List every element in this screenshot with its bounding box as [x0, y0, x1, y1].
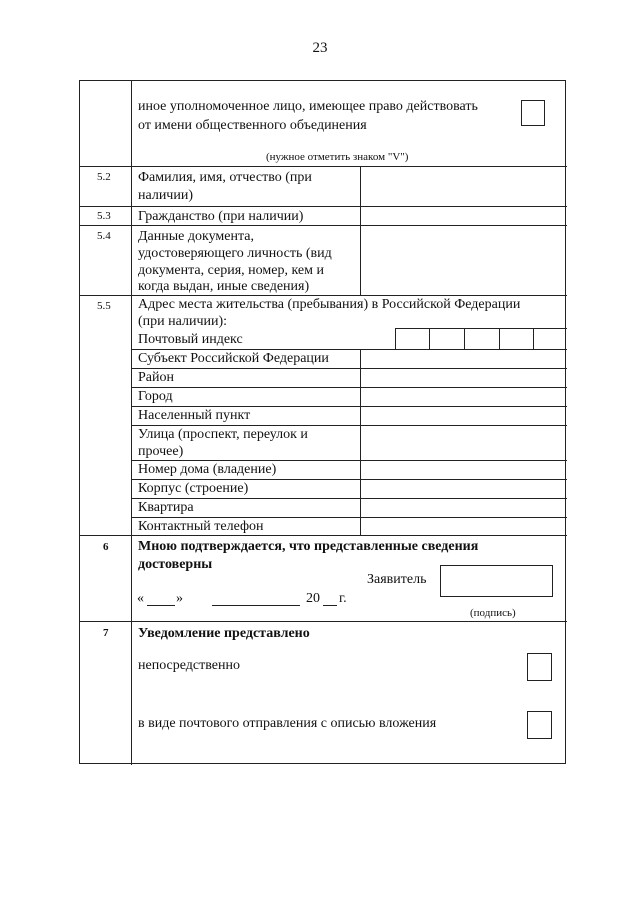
apartment-label: Квартира	[138, 500, 194, 515]
building-field[interactable]	[361, 480, 566, 497]
id-document-field[interactable]	[361, 226, 566, 294]
id-document-label-line3: документа, серия, номер, кем и	[138, 263, 324, 278]
row-number-7: 7	[103, 627, 109, 639]
settlement-label: Населенный пункт	[138, 408, 251, 423]
full-name-label-line1: Фамилия, имя, отчество (при	[138, 170, 312, 185]
applicant-label: Заявитель	[367, 572, 427, 587]
contact-phone-field[interactable]	[361, 518, 566, 534]
row-separator	[80, 535, 567, 536]
street-field[interactable]	[361, 426, 566, 459]
citizenship-field[interactable]	[361, 207, 566, 224]
city-label: Город	[138, 389, 173, 404]
postal-index-field[interactable]	[396, 329, 566, 348]
id-document-label-line2: удостоверяющего личность (вид	[138, 246, 332, 261]
date-year-blank[interactable]	[323, 605, 337, 606]
street-label-line2: прочее)	[138, 444, 184, 459]
address-title-line1: Адрес места жительства (пребывания) в Российской Федерации	[138, 297, 521, 312]
confirmation-text-line1: Мною подтверждается, что представленные сведения	[138, 539, 479, 554]
row-number-5-4: 5.4	[97, 230, 111, 242]
citizenship-label: Гражданство (при наличии)	[138, 209, 304, 224]
contact-phone-label: Контактный телефон	[138, 519, 264, 534]
authorized-person-text-line1: иное уполномоченное лицо, имеющее право действовать	[138, 99, 478, 114]
id-document-label-line4: когда выдан, иные сведения)	[138, 279, 310, 294]
form-table	[79, 80, 566, 764]
notification-title: Уведомление представлено	[138, 626, 310, 641]
date-quote-close: »	[176, 591, 183, 606]
authorized-person-checkbox[interactable]	[521, 100, 545, 126]
address-title-line2: (при наличии):	[138, 314, 228, 329]
row-number-5-3: 5.3	[97, 210, 111, 222]
confirmation-text-line2: достоверны	[138, 557, 213, 572]
number-column-divider	[131, 81, 132, 765]
checkbox-note: (нужное отметить знаком "V")	[266, 151, 409, 163]
page-number: 23	[312, 40, 328, 56]
date-month-blank[interactable]	[212, 605, 300, 606]
street-label-line1: Улица (проспект, переулок и	[138, 427, 308, 442]
apartment-field[interactable]	[361, 499, 566, 516]
row-number-5-5: 5.5	[97, 300, 111, 312]
federal-subject-label: Субъект Российской Федерации	[138, 351, 329, 366]
full-name-label-line2: наличии)	[138, 188, 193, 203]
row-number-6: 6	[103, 541, 109, 553]
city-field[interactable]	[361, 388, 566, 405]
signature-box[interactable]	[440, 565, 553, 597]
option-mail-label: в виде почтового отправления с описью вложения	[138, 716, 437, 731]
authorized-person-text-line2: от имени общественного объединения	[138, 118, 367, 133]
house-number-label: Номер дома (владение)	[138, 462, 277, 477]
full-name-field[interactable]	[361, 167, 566, 205]
row-number-5-2: 5.2	[97, 171, 111, 183]
date-year-prefix: 20	[306, 591, 320, 606]
postal-index-label: Почтовый индекс	[138, 332, 243, 347]
signature-caption: (подпись)	[470, 607, 516, 619]
option-in-person-checkbox[interactable]	[527, 653, 552, 681]
date-year-suffix: г.	[339, 591, 347, 606]
date-quote-open: «	[137, 591, 144, 606]
option-in-person-label: непосредственно	[138, 658, 240, 673]
building-label: Корпус (строение)	[138, 481, 249, 496]
district-field[interactable]	[361, 369, 566, 386]
federal-subject-field[interactable]	[361, 350, 566, 367]
district-label: Район	[138, 370, 174, 385]
settlement-field[interactable]	[361, 407, 566, 424]
option-mail-checkbox[interactable]	[527, 711, 552, 739]
house-number-field[interactable]	[361, 461, 566, 478]
date-day-blank[interactable]	[147, 605, 175, 606]
id-document-label-line1: Данные документа,	[138, 229, 254, 244]
